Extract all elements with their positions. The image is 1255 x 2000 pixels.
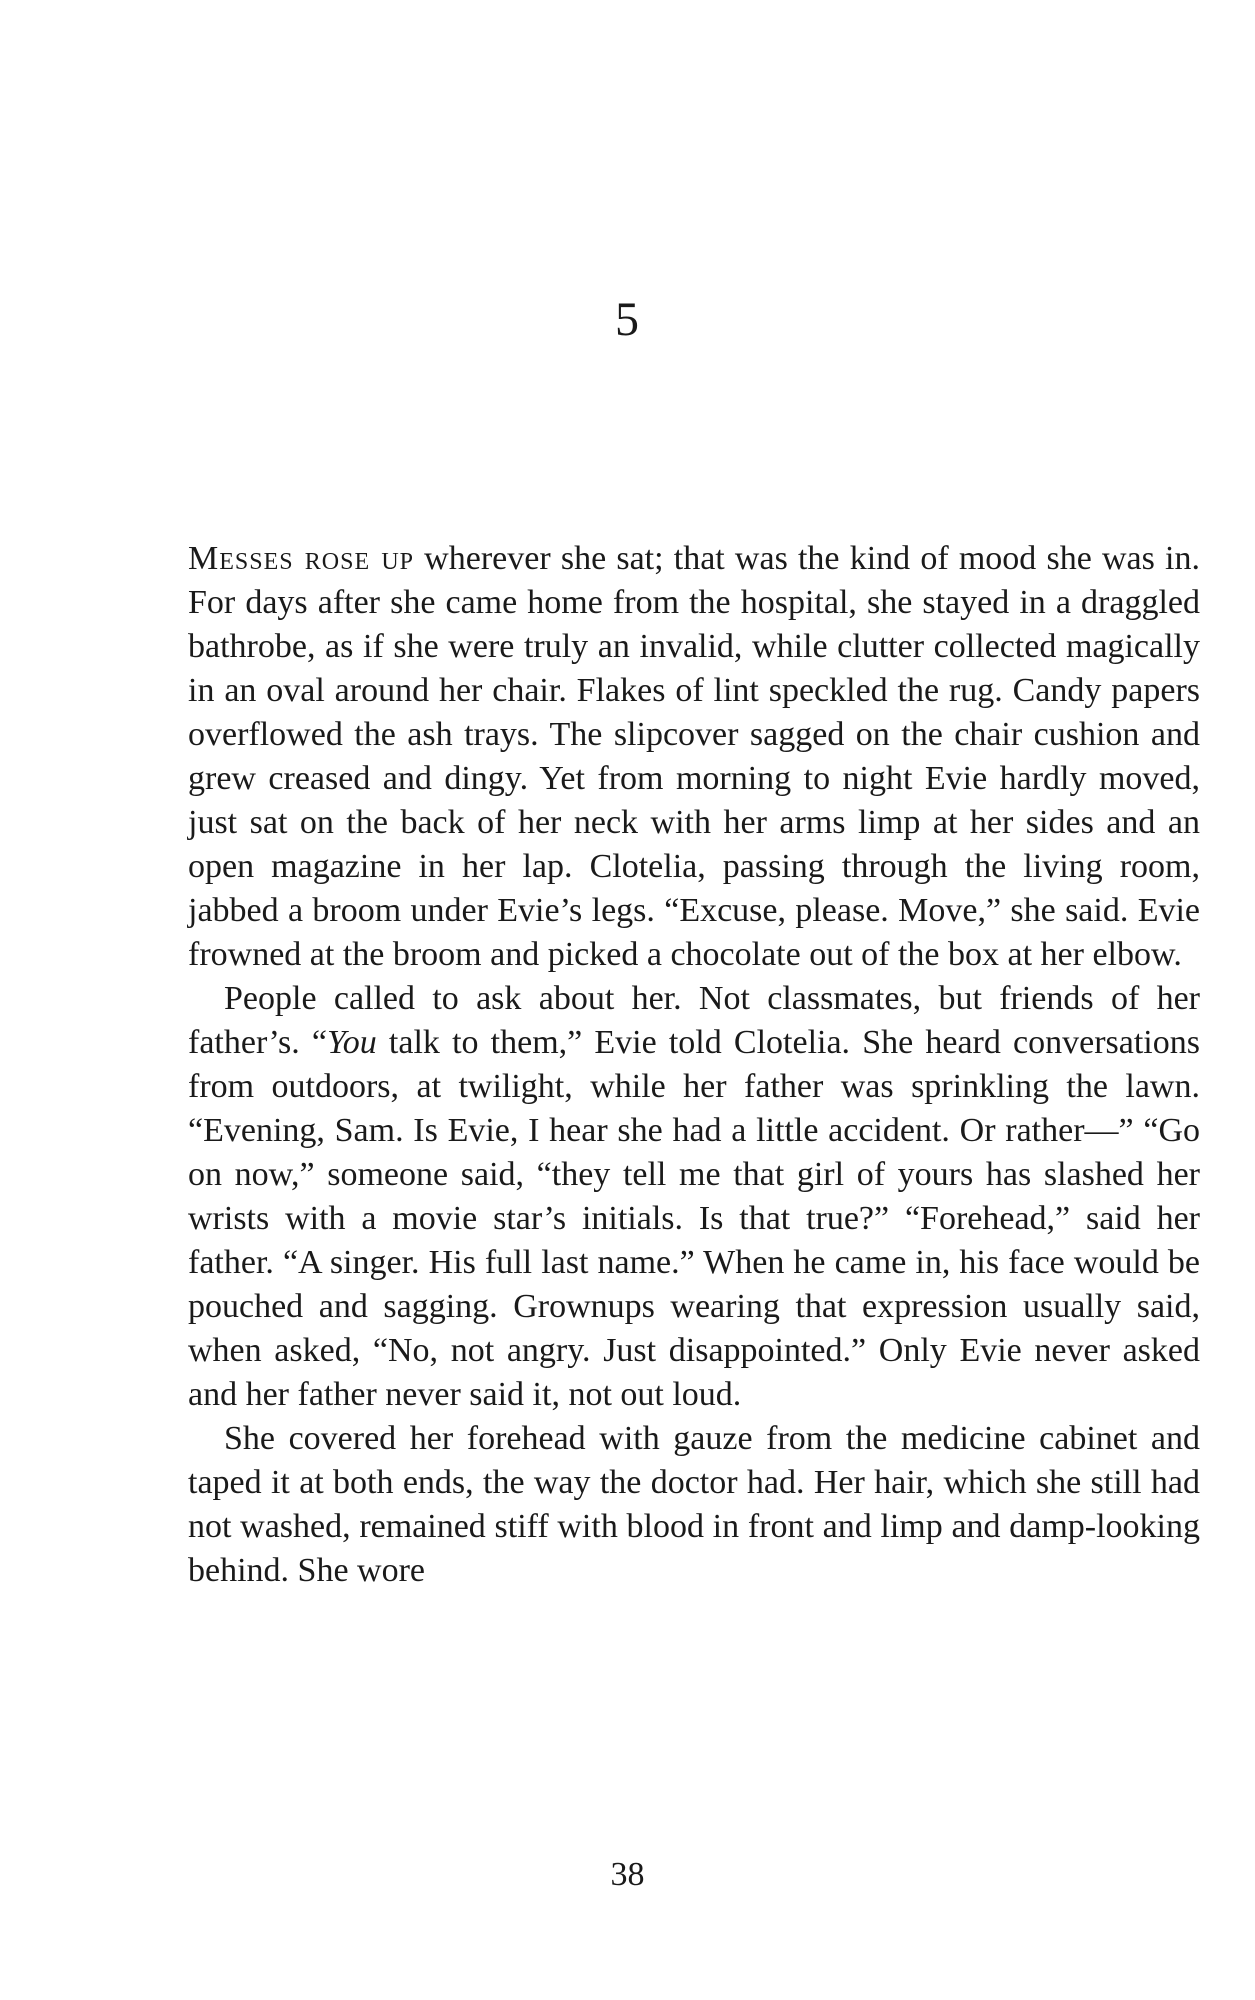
chapter-number: 5 — [615, 293, 640, 346]
page-number: 38 — [610, 1856, 645, 1893]
body-text — [188, 537, 1200, 1593]
paragraph-3 — [188, 1417, 1200, 1593]
paragraph-2-text-before: People called to ask about her. Not classmates, but friends of her father’s. “ — [188, 980, 1200, 1061]
paragraph-1-text: wherever she sat; that was the kind of mood she was in. For days after she came home from the hospital, she stayed in a draggled bathrobe, as if she were truly an invalid, while clutter collected magically in an oval around her chair. Flakes of lint speckled the rug. Candy papers overflowed the ash trays. The slipcover sagged on the chair cushion and grew creased and dingy. Yet from morning to night Evie hardly moved, just sat on the back of her neck with her arms limp at her sides and an open magazine in her lap. Clotelia, passing through the living room, jabbed a broom under Evie’s legs. “Excuse, please. Move,” she said. Evie frowned at the broom and picked a chocolate out of the box at her elbow. — [188, 540, 1201, 973]
paragraph-3-text: She covered her forehead with gauze from the medicine cabinet and taped it at both ends, the way the doctor had. Her hair, which she still had not washed, remained stiff with blood in front and limp and damp-looking behind. She wore — [188, 1420, 1200, 1589]
paragraph-2-text-after: talk to them,” Evie told Clotelia. She heard conversations from outdoors, at twilight, while her father was sprinkling the lawn. “Evening, Sam. Is Evie, I hear she had a little accident. Or rather—” “Go on now,” someone said, “they tell me that girl of yours has slashed her wrists with a movie star’s initials. Is that true?” “Forehead,” said her father. “A singer. His full last name.” When he came in, his face would be pouched and sagging. Grownups wearing that expression usually said, when asked, “No, not angry. Just disappointed.” Only Evie never asked and her father never said it, not out loud. — [188, 1024, 1200, 1413]
paragraph-1-lead-in: Messes rose up — [188, 540, 414, 577]
paragraph-2-emphasis: You — [326, 1024, 377, 1061]
paragraph-2 — [188, 977, 1200, 1417]
paragraph-1 — [188, 537, 1200, 977]
